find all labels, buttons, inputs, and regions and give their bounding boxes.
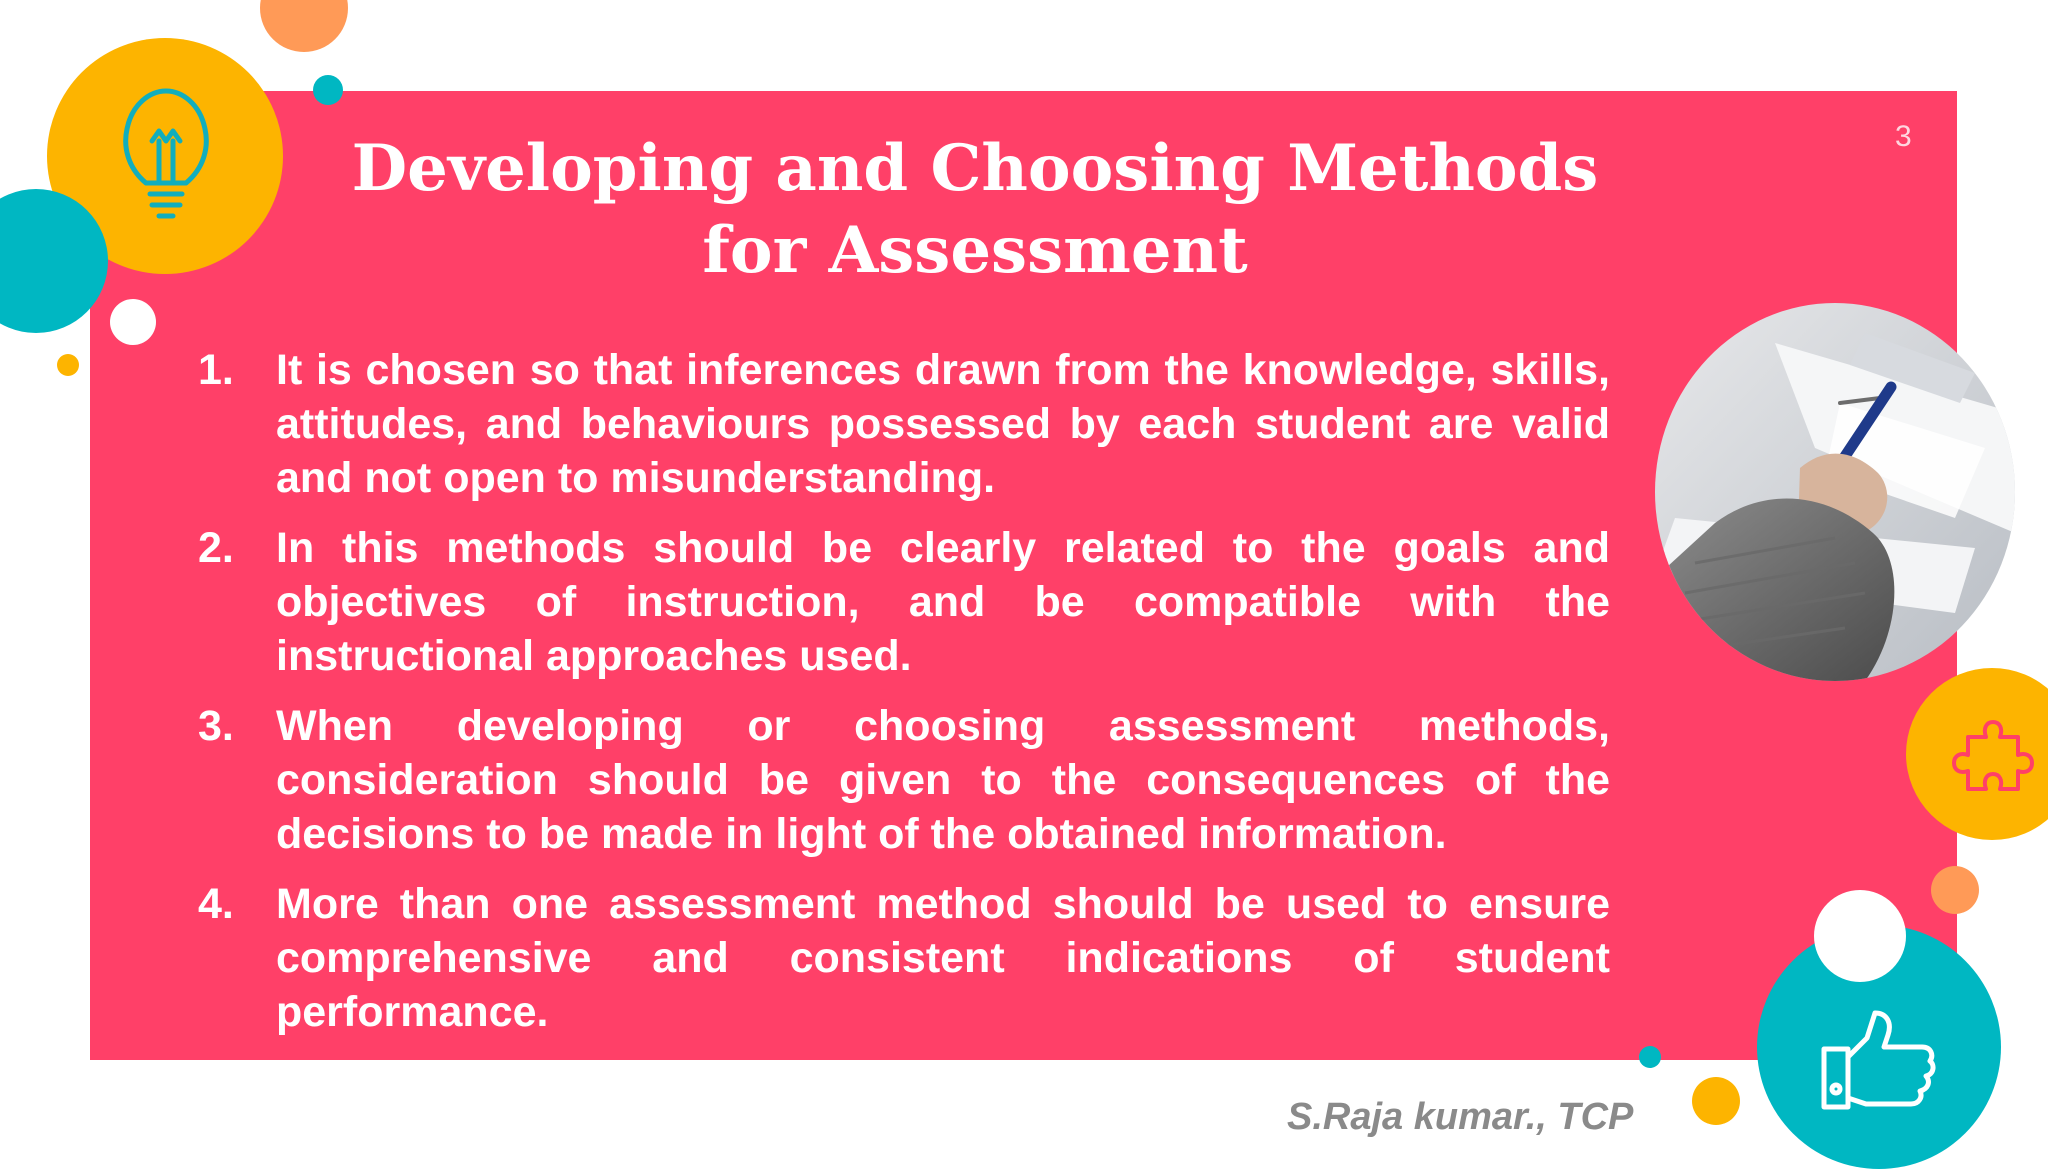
decor-circle-yellow-dot — [57, 354, 79, 376]
slide-title: Developing and Choosing Methods for Assessment — [351, 131, 1599, 288]
point-text: It is chosen so that inferences drawn from the knowledge, skills, attitudes, and behaviours possessed by each student are valid and not open to misunderstanding. — [276, 346, 1610, 502]
decor-circle-orange-right — [1931, 866, 1979, 914]
decor-circle-white-left — [110, 299, 156, 345]
puzzle-icon — [1948, 709, 2038, 799]
thumbs-up-icon — [1820, 1003, 1938, 1113]
point-item-3 — [190, 699, 1610, 861]
decor-circle-yellow-bottom — [1692, 1077, 1740, 1125]
point-item-2 — [190, 521, 1610, 683]
point-item-1 — [190, 343, 1610, 505]
decor-circle-orange-top — [260, 0, 348, 52]
point-text: More than one assessment method should be used to ensure comprehensive and consistent indications of student performance. — [276, 880, 1610, 1036]
lightbulb-icon — [116, 84, 216, 230]
author-credit: S.Raja kumar., TCP — [1287, 1096, 1634, 1138]
point-text: In this methods should be clearly related to the goals and objectives of instruction, and be compatible with the instructional approaches used. — [276, 524, 1610, 680]
point-text: When developing or choosing assessment methods, consideration should be given to the consequences of the decisions to be made in light of the obtained information. — [276, 702, 1610, 858]
point-number: 3. — [198, 702, 234, 750]
writing-hand-photo — [1655, 303, 2015, 681]
point-item-4 — [190, 877, 1610, 1039]
point-number: 2. — [198, 524, 234, 572]
page-number: 3 — [1895, 120, 1912, 153]
decor-circle-white-right — [1814, 890, 1906, 982]
decor-circle-teal-small — [313, 75, 343, 105]
decor-circle-teal-dot — [1639, 1046, 1661, 1068]
assessment-points-list — [190, 343, 1610, 1055]
point-number: 4. — [198, 880, 234, 928]
point-number: 1. — [198, 346, 234, 394]
